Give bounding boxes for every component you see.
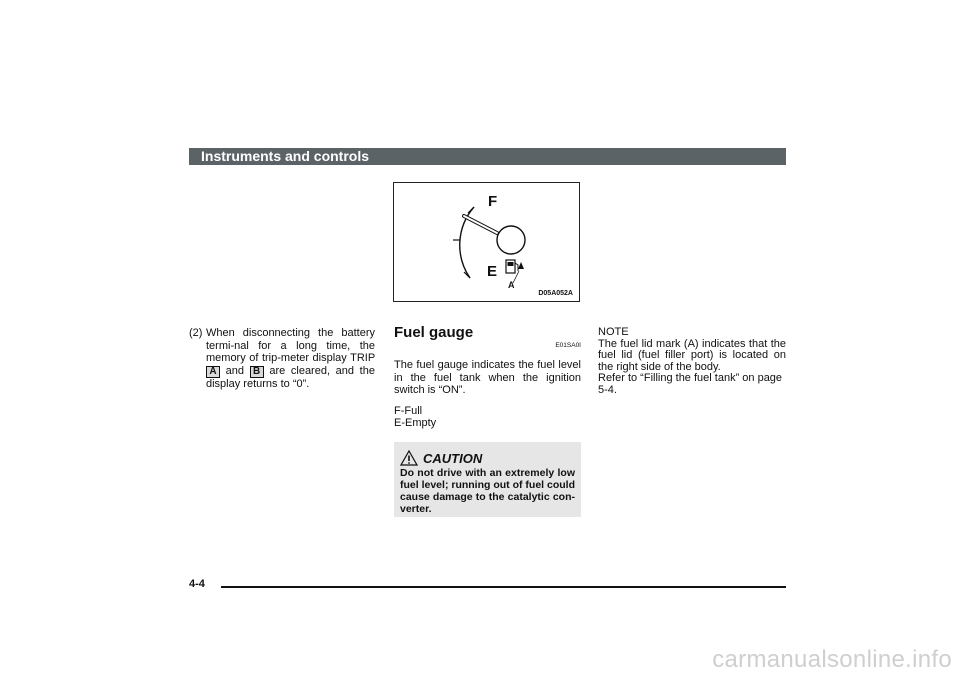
section-body: The fuel gauge indicates the fuel level in the fuel tank when the ignition switch is “ON”. <box>394 359 581 396</box>
caution-text: Do not drive with an extremely low fuel level; running out of fuel could cause damage to the catalytic con-verter. <box>400 466 575 515</box>
full-label: F <box>488 193 498 210</box>
right-column <box>598 327 786 396</box>
section-code: E01SA0I <box>555 342 581 349</box>
section-header-title: Instruments and controls <box>201 148 370 164</box>
watermark: carmanualsonline.info <box>712 646 952 673</box>
section-title: Fuel gauge <box>394 324 474 341</box>
gauge-hub <box>497 226 525 254</box>
warning-triangle-icon <box>400 450 418 466</box>
fuel-pump-icon <box>506 260 518 273</box>
footer-rule <box>221 586 786 588</box>
figure-code: D05A052A <box>538 290 573 297</box>
caution-title: CAUTION <box>423 450 483 466</box>
battery-note-text-2: are cleared, and the display returns to “0”. <box>206 364 375 390</box>
fuel-gauge-figure <box>393 182 580 302</box>
trip-b-key: B <box>250 366 264 378</box>
legend-empty: E-Empty <box>394 417 437 429</box>
note-text: The fuel lid mark (A) indicates that the fuel lid (fuel filler port) is located on the right side of the body. <box>598 337 786 373</box>
middle-column <box>394 324 581 517</box>
battery-note-and: and <box>225 364 245 377</box>
battery-note-text-1: When disconnecting the battery termi-nal for a long time, the memory of trip-meter display TRIP <box>206 327 375 364</box>
battery-note-paragraph <box>206 327 375 390</box>
callout-label: A <box>508 280 515 290</box>
left-column <box>189 327 375 390</box>
note-label: NOTE <box>598 326 629 338</box>
gauge-needle <box>464 216 497 233</box>
note-reference: Refer to “Filling the fuel tank” on page 5-4. <box>598 372 783 396</box>
fuel-lid-arrow-icon <box>518 262 524 269</box>
caution-header <box>400 448 575 466</box>
empty-label: E <box>487 263 498 280</box>
legend-full: F-Full <box>394 404 423 417</box>
section-header-bar <box>189 148 786 165</box>
caution-box <box>394 442 581 517</box>
gauge-tick <box>468 207 474 213</box>
gauge-legend <box>394 405 581 430</box>
item-number: (2) <box>189 327 203 339</box>
page-number: 4-4 <box>189 578 205 590</box>
trip-a-key: A <box>206 366 220 378</box>
